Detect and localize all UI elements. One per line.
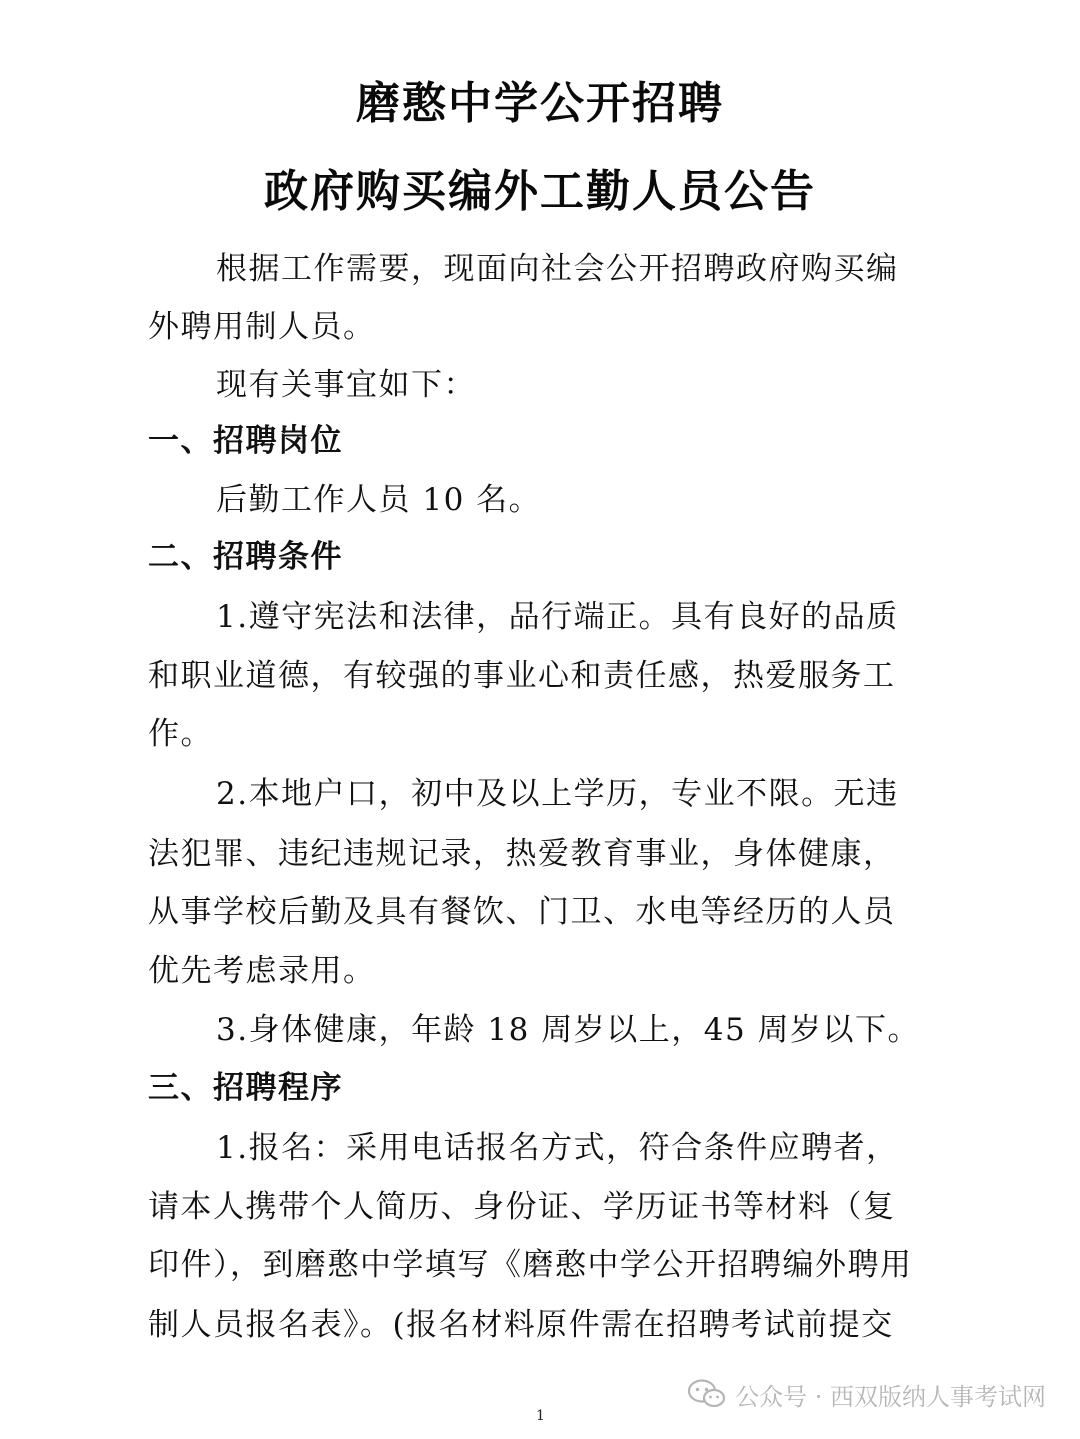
section-3-item-1-line: 制人员报名表》。(报名材料原件需在招聘考试前提交: [148, 1307, 894, 1343]
intro-paragraph-line: 外聘用制人员。: [148, 309, 376, 345]
section-3-heading: 三、招聘程序: [148, 1070, 343, 1106]
section-2-item-2-line: 从事学校后勤及具有餐饮、门卫、水电等经历的人员: [148, 894, 896, 930]
section-2-heading: 二、招聘条件: [148, 539, 343, 575]
document-title-line1: 磨憨中学公开招聘: [356, 78, 724, 129]
section-3-item-1-line: 印件），到磨憨中学填写《磨憨中学公开招聘编外聘用: [148, 1247, 913, 1283]
intro-paragraph-2: 现有关事宜如下：: [216, 367, 476, 403]
section-2-item-3: 3.身体健康，年龄 18 周岁以上，45 周岁以下。: [216, 1012, 921, 1048]
page-number: 1: [536, 1408, 545, 1424]
document-title-line2: 政府购买编外工勤人员公告: [264, 166, 816, 217]
section-2-item-2-line: 法犯罪、违纪违规记录，热爱教育事业，身体健康，: [148, 836, 896, 872]
watermark: [687, 1374, 1046, 1414]
wechat-icon: [687, 1378, 727, 1410]
intro-paragraph-line: 根据工作需要，现面向社会公开招聘政府购买编: [216, 251, 899, 287]
section-2-item-1-line: 和职业道德，有较强的事业心和责任感，热爱服务工: [148, 658, 896, 694]
section-1-heading: 一、招聘岗位: [148, 423, 343, 459]
watermark-text: 公众号 · 西双版纳人事考试网: [735, 1382, 1046, 1411]
section-1-content: 后勤工作人员 10 名。: [216, 482, 542, 518]
section-3-item-1-line: 请本人携带个人简历、身份证、学历证书等材料（复: [148, 1189, 896, 1225]
section-2-item-1-line: 1.遵守宪法和法律，品行端正。具有良好的品质: [216, 599, 899, 635]
section-2-item-2-line: 2.本地户口，初中及以上学历，专业不限。无违: [216, 776, 899, 812]
section-2-item-2-line: 优先考虑录用。: [148, 953, 376, 989]
section-3-item-1-line: 1.报名：采用电话报名方式，符合条件应聘者，: [216, 1130, 899, 1166]
section-2-item-1-line: 作。: [148, 716, 213, 752]
